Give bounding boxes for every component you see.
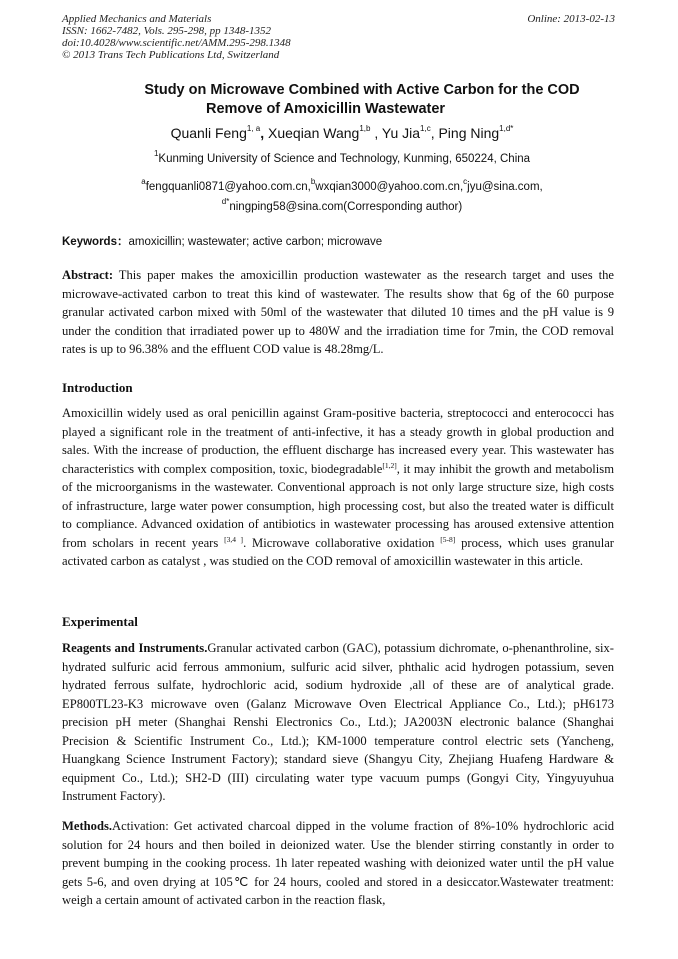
abstract bbox=[62, 266, 614, 359]
citation: [5-8] bbox=[440, 534, 456, 544]
methods-paragraph: Methods.Activation: Get activated charcoal dipped in the volume fraction of 8%-10% hydrochloric acid solution for 24 hours and then boiled in deionized water. Use the blender stirring constantly in order to prevent bumping in the cooking process. 1h later repeated washing with deionized water until the pH value gets 5-6, and oven drying at 105℃ for 24 hours, cooled and stored in a desiccator.Wastewater treatment: weigh a certain amount of activated carbon in the reaction flask, bbox=[62, 819, 614, 907]
methods-label: Methods. bbox=[62, 819, 113, 833]
copyright-line: © 2013 Trans Tech Publications Ltd, Switzerland bbox=[62, 49, 280, 61]
email-c: jyu@sina.com, bbox=[467, 181, 543, 193]
citation: [1,2] bbox=[382, 460, 397, 470]
author: Yu Jia$^{1,c}$, bbox=[381, 124, 435, 141]
keywords bbox=[62, 235, 382, 249]
abstract-label: Abstract: bbox=[62, 268, 114, 282]
title-line-1: Study on Microwave Combined with Active Carbon for the COD bbox=[144, 82, 580, 98]
experimental-heading: Experimental bbox=[62, 614, 138, 629]
reagents-paragraph: Reagents and Instruments.Granular activated carbon (GAC), potassium dichromate, o-phenanthroline, six-hydrated sulfuric acid ferrous ammonium, sulfuric acid silver, phthalic acid hydrogen potassium, seven hydrated ferrous sulfate, hydrochloric acid, sodium hydroxide ,all of these are of analytical grade. EP800TL23-K3 microwave oven (Galanz Microwave Oven Electrical Appliance Co., Ltd.); pH6173 precision pH meter (Shanghai Renshi Electronics Co., Ltd.); JA2003N electronic balance (Shanghai Precision & Scientific Instrument Co., Ltd.); KM-1000 temperature control electric sets (Yancheng, Huangkang Science Instrument Factory); standard sieve (Shangyu City, Zhejiang Huafeng Hardware & equipment Co., Ltd.); SH2-D (III) circulating water type vacuum pumps (Gongyi City, Yingyuyuhua Instrument Factory). bbox=[62, 641, 614, 803]
introduction-heading: Introduction bbox=[62, 380, 133, 395]
author: Ping Ning$^{1,d*}$ bbox=[438, 124, 514, 141]
author-list bbox=[62, 124, 622, 142]
issn-line: ISSN: 1662-7482, Vols. 295-298, pp 1348-1352 bbox=[62, 25, 271, 37]
author-emails: $^a$fengquanli0871@yahoo.com.cn,$^b$wxqian3000@yahoo.com.cn,$^c$jyu@sina.com, $^{d*}$ningping58@sina.com(Corresponding author) bbox=[141, 177, 543, 213]
journal-header bbox=[62, 13, 615, 61]
citation: [3,4 ] bbox=[224, 534, 244, 544]
keywords-label: Keywords： bbox=[62, 236, 129, 248]
paper-title bbox=[62, 81, 662, 119]
introduction-paragraph: Amoxicillin widely used as oral penicillin against Gram-positive bacteria, streptococci and enterococci has played a significant role in the treatment of anti-infective, it has a steady growth in global production and sales. With the increase of production, the effluent discharge has increased every year. This wastewater has characteristics with complex composition, toxic, biodegradable[1,2], it may inhibit the growth and metabolism of the microorganisms in the wastewater. Conventional approach is not only large structure size, high costs of infrastructure, large water power consumption, high processing cost, but also the treated water is difficult to compliance. Advanced oxidation of antibiotics in wastewater processing has aroused extensive attention from scholars in recent years [3,4 ]. Microwave collaborative oxidation [5-8] process, which uses granular activated carbon as catalyst , was studied on the COD removal of amoxicillin wastewater in this article. bbox=[62, 406, 614, 568]
abstract-text: This paper makes the amoxicillin production wastewater as the research target and uses the microwave-activated carbon to treat this kind of wastewater. The results show that 6g of the 60 purpose granular activated carbon mixed with 50ml of the wastewater that diluted 10 times and the pH value is 9 under the condition that irradiated power up to 480W and the irradiation time for 7min, the COD removal rates is up to 96.38% and the effluent COD value is 48.28mg/L. bbox=[62, 268, 614, 356]
email-b: wxqian3000@yahoo.com.cn, bbox=[315, 181, 464, 193]
journal-name: Applied Mechanics and Materials bbox=[62, 13, 212, 25]
author: Xueqian Wang$^{1,b}$ , bbox=[268, 124, 379, 141]
doi-line: doi:10.4028/www.scientific.net/AMM.295-298.1348 bbox=[62, 37, 291, 49]
title-line-2: Remove of Amoxicillin Wastewater bbox=[206, 101, 446, 117]
author: Quanli Feng$^{1, a}$, bbox=[170, 124, 265, 141]
online-date: Online: 2013-02-13 bbox=[527, 13, 615, 25]
affiliation: $^1$Kunming University of Science and Technology, Kunming, 650224, China bbox=[153, 149, 531, 165]
email-d: ningping58@sina.com(Corresponding author) bbox=[229, 201, 463, 213]
reagents-label: Reagents and Instruments. bbox=[62, 641, 208, 655]
email-a: fengquanli0871@yahoo.com.cn, bbox=[145, 181, 311, 193]
keywords-text: amoxicillin; wastewater; active carbon; microwave bbox=[128, 236, 383, 248]
